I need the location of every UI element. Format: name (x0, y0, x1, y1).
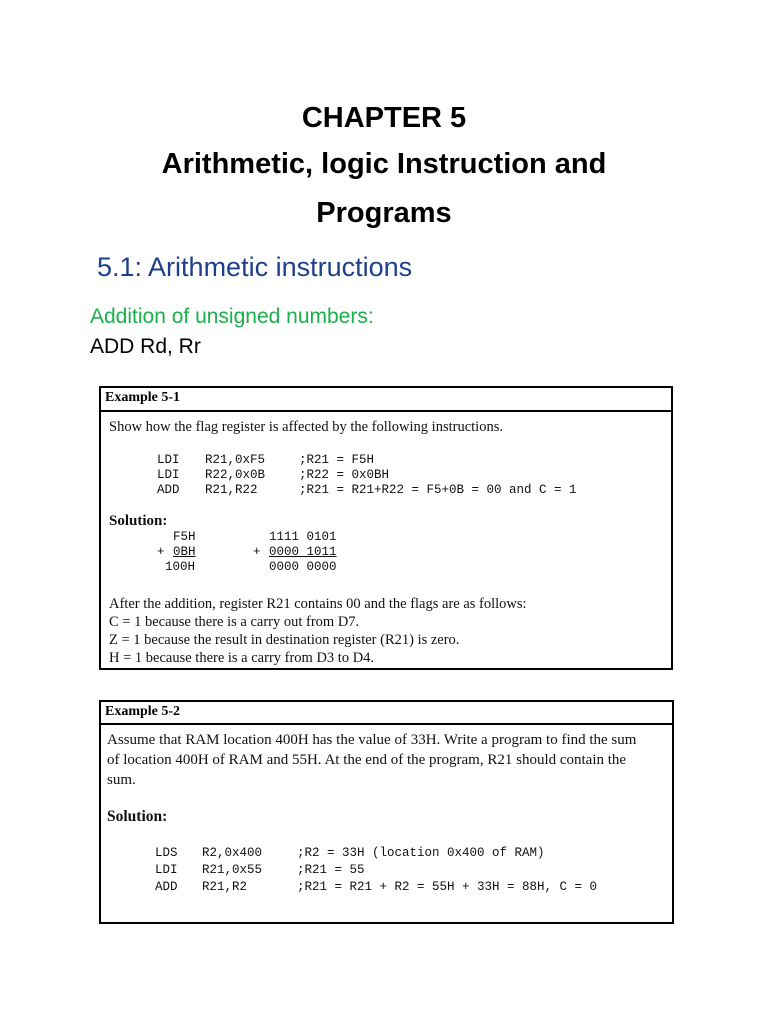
code-comment: ;R21 = F5H (299, 453, 375, 467)
code-op: LDS (155, 846, 178, 860)
chapter-title-line-2: Programs (316, 197, 452, 229)
code-args: R21,0x55 (202, 863, 263, 877)
explanation-line: Z = 1 because the result in destination register (R21) is zero. (109, 632, 460, 648)
hex-sum: 100H (165, 560, 196, 574)
code-op: LDI (157, 468, 180, 482)
explanation-line: H = 1 because there is a carry from D3 to D4. (109, 650, 375, 666)
code-op: ADD (155, 880, 178, 894)
code-comment: ;R21 = R21+R22 = F5+0B = 00 and C = 1 (299, 483, 577, 497)
binary-operand-b: 0000 1011 (269, 545, 337, 559)
explanation-line: After the addition, register R21 contains 00 and the flags are as follows: (109, 596, 527, 612)
code-op: LDI (157, 453, 180, 467)
example-label: Example 5-1 (101, 388, 671, 412)
instruction-syntax: ADD Rd, Rr (90, 335, 201, 358)
binary-sum: 0000 0000 (269, 560, 337, 574)
code-comment: ;R22 = 0x0BH (299, 468, 390, 482)
example-5-2-box (99, 700, 674, 924)
code-comment: ;R21 = 55 (297, 863, 365, 877)
code-args: R21,0xF5 (205, 453, 266, 467)
solution-label: Solution: (109, 513, 168, 529)
solution-label: Solution: (107, 808, 168, 825)
code-comment: ;R2 = 33H (location 0x400 of RAM) (297, 846, 545, 860)
question-line: Assume that RAM location 400H has the value of 33H. Write a program to find the sum (107, 732, 637, 748)
example-label: Example 5-2 (101, 702, 672, 725)
code-op: ADD (157, 483, 180, 497)
code-args: R21,R2 (202, 880, 248, 894)
plus-sign: + (253, 545, 261, 559)
code-args: R2,0x400 (202, 846, 263, 860)
hex-operand-a: F5H (173, 530, 196, 544)
chapter-number: CHAPTER 5 (301, 102, 467, 134)
question-line: of location 400H of RAM and 55H. At the end of the program, R21 should contain the (107, 752, 627, 768)
subsection-heading: Addition of unsigned numbers: (90, 305, 374, 328)
code-op: LDI (155, 863, 178, 877)
example-5-1-box (99, 386, 673, 670)
plus-sign: + (157, 545, 165, 559)
code-args: R22,0x0B (205, 468, 266, 482)
hex-operand-b: 0BH (173, 545, 196, 559)
code-args: R21,R22 (205, 483, 258, 497)
section-heading: 5.1: Arithmetic instructions (97, 252, 413, 282)
explanation-line: C = 1 because there is a carry out from D7. (109, 614, 360, 630)
binary-operand-a: 1111 0101 (269, 530, 337, 544)
code-comment: ;R21 = R21 + R2 = 55H + 33H = 88H, C = 0 (297, 880, 598, 894)
chapter-title-line-1: Arithmetic, logic Instruction and (161, 148, 607, 180)
example-question: Show how the flag register is affected by the following instructions. (109, 419, 503, 435)
question-line: sum. (107, 772, 136, 788)
